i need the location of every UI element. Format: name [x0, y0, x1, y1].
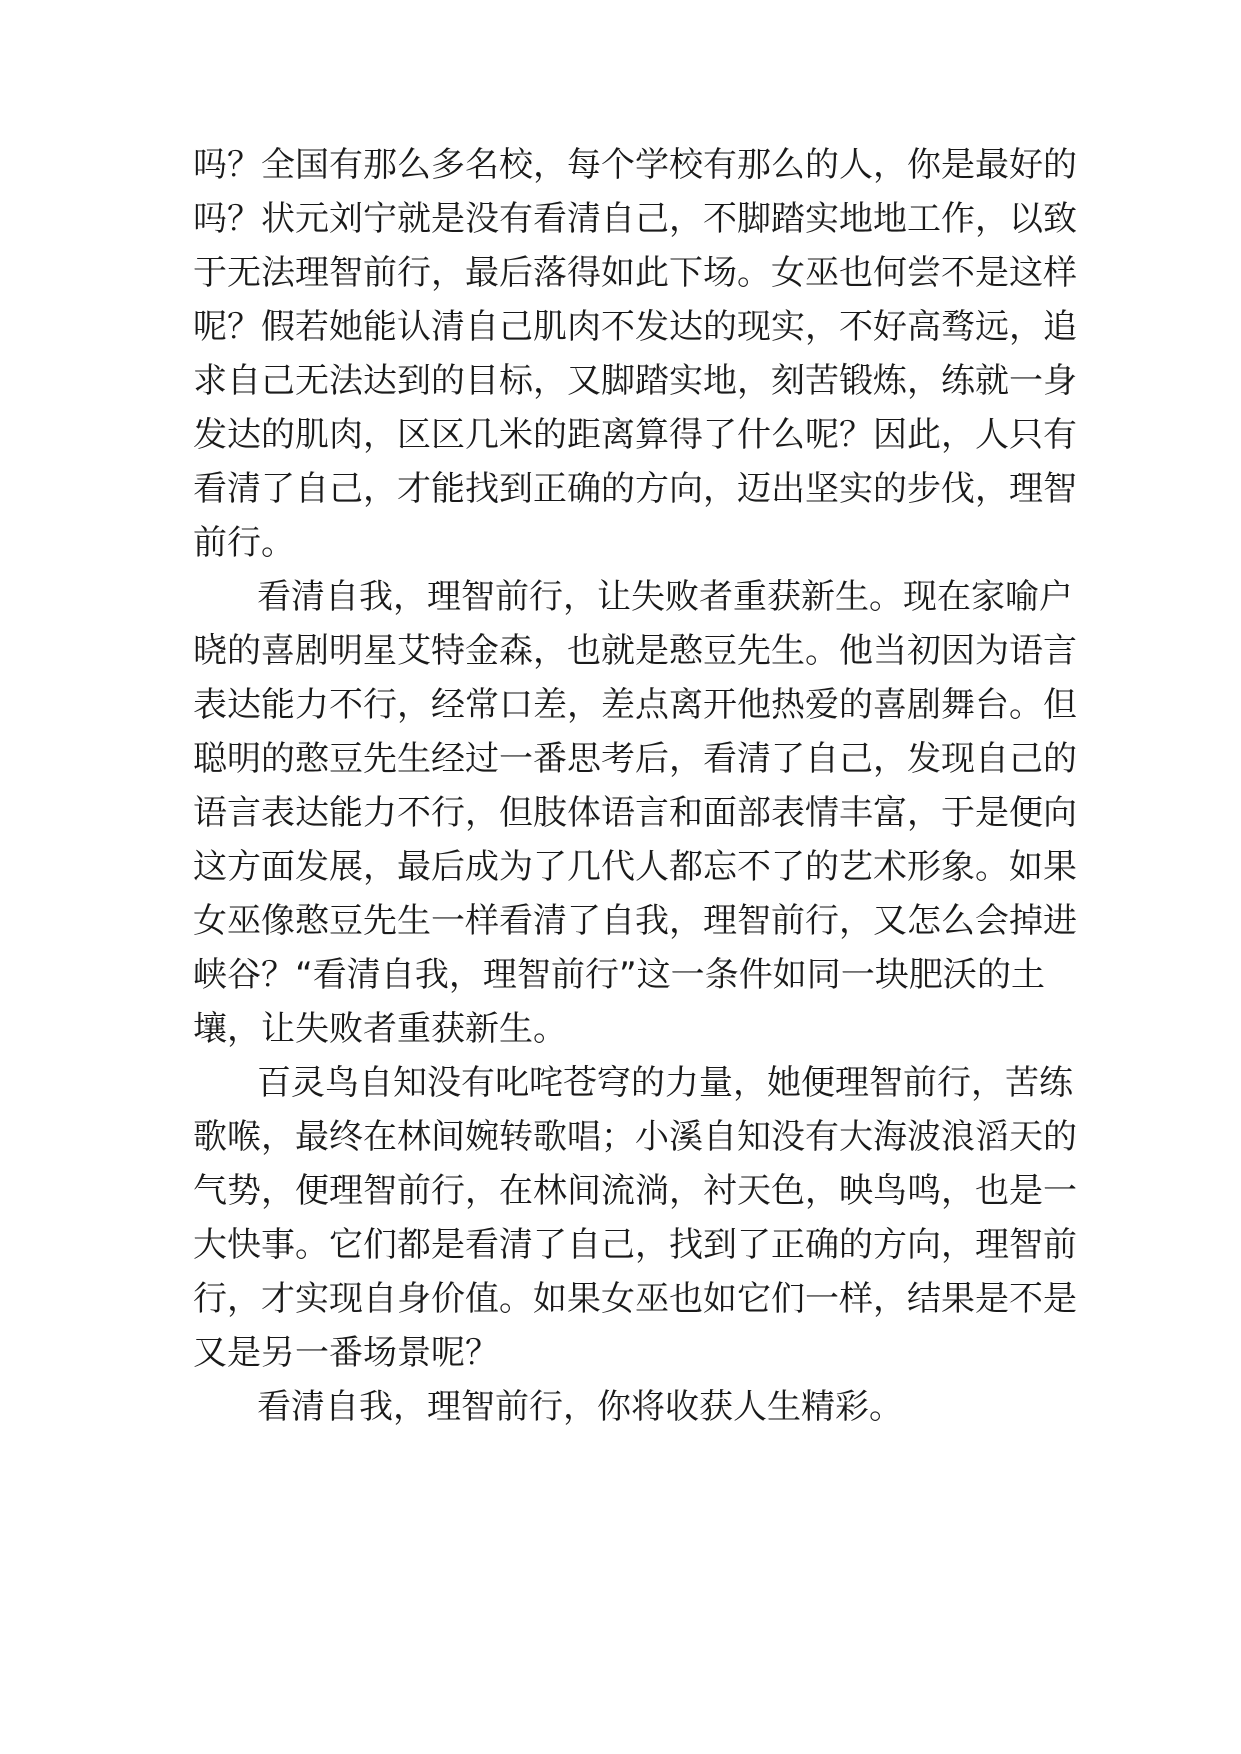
- text-line: [0, 350, 1241, 412]
- paragraph-first-line: 看清自我，理智前行，你将收获人生精彩。: [257, 1387, 903, 1427]
- line-text: 又是另一番场景呢？: [193, 1333, 499, 1373]
- line-text: 表达能力不行，经常口差，差点离开他热爱的喜剧舞台。但: [193, 685, 1077, 725]
- line-text: 于无法理智前行，最后落得如此下场。女巫也何尝不是这样: [193, 253, 1077, 293]
- line-text: 歌喉，最终在林间婉转歌唱；小溪自知没有大海波浪滔天的: [193, 1117, 1077, 1157]
- line-text: 壤，让失败者重获新生。: [193, 1009, 567, 1049]
- line-text: 吗？状元刘宁就是没有看清自己，不脚踏实地地工作，以致: [193, 199, 1077, 239]
- line-text: 峡谷？“看清自我，理智前行”这一条件如同一块肥沃的土: [193, 955, 1045, 995]
- text-line: [0, 134, 1241, 196]
- text-line: [0, 944, 1241, 1006]
- line-text: 呢？假若她能认清自己肌肉不发达的现实，不好高骛远，追: [193, 307, 1077, 347]
- line-text: 看清了自己，才能找到正确的方向，迈出坚实的步伐，理智: [193, 469, 1077, 509]
- text-line: [0, 890, 1241, 952]
- paragraph-first-line: 百灵鸟自知没有叱咤苍穹的力量，她便理智前行，苦练: [257, 1063, 1073, 1103]
- line-text: 语言表达能力不行，但肢体语言和面部表情丰富，于是便向: [193, 793, 1077, 833]
- line-text: 求自己无法达到的目标，又脚踏实地，刻苦锻炼，练就一身: [193, 361, 1077, 401]
- text-line: [0, 188, 1241, 250]
- text-line: [0, 296, 1241, 358]
- text-line: [0, 1052, 1241, 1114]
- text-line: [0, 1376, 1241, 1438]
- text-line: [0, 1322, 1241, 1384]
- line-text: 晓的喜剧明星艾特金森，也就是憨豆先生。他当初因为语言: [193, 631, 1077, 671]
- text-line: [0, 836, 1241, 898]
- line-text: 这方面发展，最后成为了几代人都忘不了的艺术形象。如果: [193, 847, 1077, 887]
- line-text: 吗？全国有那么多名校，每个学校有那么的人，你是最好的: [193, 145, 1077, 185]
- text-line: [0, 620, 1241, 682]
- text-line: [0, 242, 1241, 304]
- text-line: [0, 1106, 1241, 1168]
- text-line: [0, 674, 1241, 736]
- text-line: [0, 566, 1241, 628]
- text-line: [0, 458, 1241, 520]
- text-line: [0, 728, 1241, 790]
- text-line: [0, 512, 1241, 574]
- text-line: [0, 1214, 1241, 1276]
- line-text: 大快事。它们都是看清了自己，找到了正确的方向，理智前: [193, 1225, 1077, 1265]
- line-text: 行，才实现自身价值。如果女巫也如它们一样，结果是不是: [193, 1279, 1077, 1319]
- line-text: 女巫像憨豆先生一样看清了自我，理智前行，又怎么会掉进: [193, 901, 1077, 941]
- line-text: 前行。: [193, 523, 295, 563]
- line-text: 聪明的憨豆先生经过一番思考后，看清了自己，发现自己的: [193, 739, 1077, 779]
- text-line: [0, 1268, 1241, 1330]
- text-line: [0, 782, 1241, 844]
- line-text: 发达的肌肉，区区几米的距离算得了什么呢？因此，人只有: [193, 415, 1077, 455]
- line-text: 气势，便理智前行，在林间流淌，衬天色，映鸟鸣，也是一: [193, 1171, 1077, 1211]
- text-line: [0, 404, 1241, 466]
- paragraph-first-line: 看清自我，理智前行，让失败者重获新生。现在家喻户: [257, 577, 1073, 617]
- text-line: [0, 998, 1241, 1060]
- text-line: [0, 1160, 1241, 1222]
